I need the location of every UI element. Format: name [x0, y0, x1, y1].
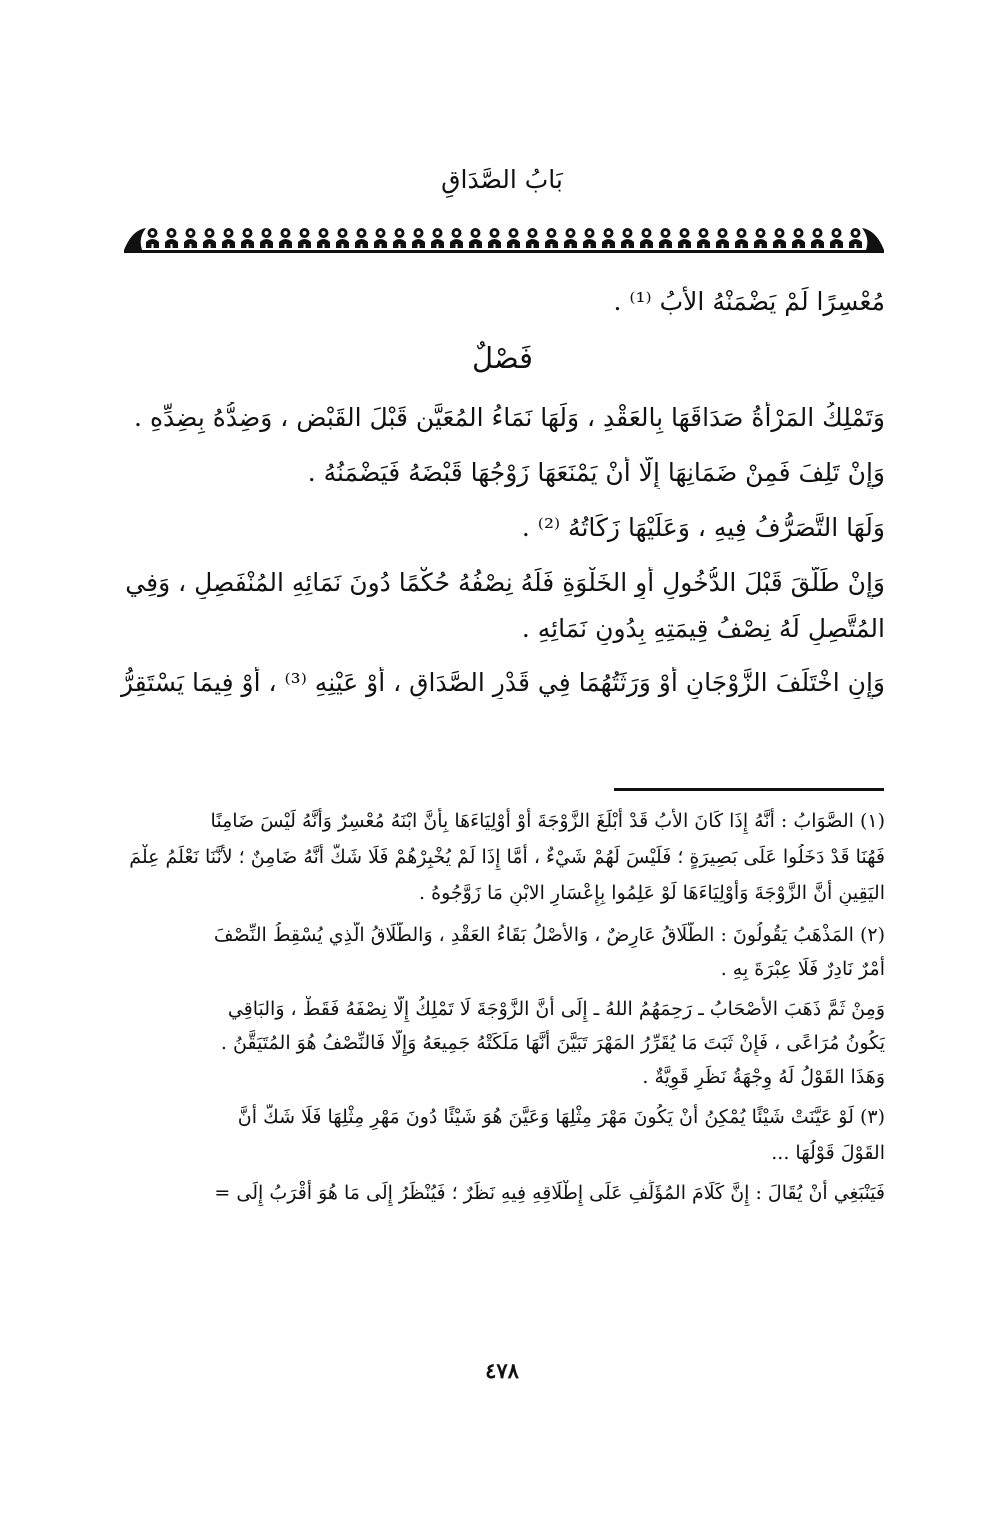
section-heading: فَصْلٌ: [472, 341, 533, 375]
footnote-1-line: (١) الصَّوَابُ : أَنَّهُ إِذَا كَانَ الأَبُ قَدْ أَبْلَغَ الزَّوْجَةَ أَوْ أَوْلِيَاءَهَا بِأَنَّ ابْنَهُ مُعْسِرٌ وَأَنَّهُ لَيْسَ ضَامِنًا: [210, 810, 885, 832]
footnote-3-line: القَوْلَ قَوْلُهَا ...: [771, 1142, 885, 1164]
main-text: [120, 286, 885, 699]
text-line: المُتَّصِلِ لَهُ نِصْفُ قِيمَتِهِ بِدُونِ نَمَائِهِ .: [521, 614, 885, 643]
footnote-separator: [614, 788, 884, 791]
footnotes: [120, 800, 885, 1206]
text-line: وَتَمْلِكُ المَرْأَةُ صَدَاقَهَا بِالعَقْدِ ، وَلَهَا نَمَاءُ المُعَيَّنِ قَبْلَ القَبْضِ ، وَضِدُّهُ بِضِدِّهِ .: [134, 403, 885, 432]
ornamental-divider: [124, 224, 884, 254]
text-line: وَإِنْ تَلِفَ فَمِنْ ضَمَانِهَا إِلَّا أَنْ يَمْنَعَهَا زَوْجُهَا قَبْضَهُ فَيَضْمَنُهُ .: [307, 458, 885, 487]
footnote-1-line: فَهُنَا قَدْ دَخَلُوا عَلَى بَصِيرَةٍ ؛ فَلَيْسَ لَهُمْ شَيْءٌ ، أَمَّا إِذَا لَمْ يُخْبِرْهُمْ فَلَا شَكَّ أَنَّهُ ضَامِنٌ ؛ لأَنَّنَا نَعْلَمُ عِلْمَ: [129, 846, 885, 868]
footnote-2-line: وَمِنْ ثَمَّ ذَهَبَ الأَصْحَابُ ـ رَحِمَهُمُ اللهُ ـ إِلَى أَنَّ الزَّوْجَةَ لَا تَمْلِكُ إِلَّا نِصْفَهُ فَقَطْ ، وَالبَاقِي: [227, 998, 885, 1020]
text-line: مُعْسِرًا لَمْ يَضْمَنْهُ الأَبُ ⁽¹⁾ .: [613, 287, 885, 316]
text-line: وَلَهَا التَّصَرُّفُ فِيهِ ، وَعَلَيْهَا زَكَاتُهُ ⁽²⁾ .: [521, 513, 885, 542]
footnote-2-line: وَهَذَا القَوْلُ لَهُ وِجْهَةُ نَظَرٍ قَوِيَّةٌ .: [642, 1066, 885, 1088]
footnote-3-line: (٣) لَوْ عَيَّنَتْ شَيْئًا يُمْكِنُ أَنْ يَكُونَ مَهْرَ مِثْلِهَا وَعَيَّنَ هُوَ شَيْئًا دُونَ مَهْرِ مِثْلِهَا فَلَا شَكَّ أَنَّ: [237, 1106, 885, 1128]
chapter-title: بَابُ الصَّدَاقِ: [441, 165, 563, 194]
footnote-2-line: أَمْرٌ نَادِرٌ فَلَا عِبْرَةَ بِهِ .: [720, 958, 885, 980]
text-line: وَإِنِ اخْتَلَفَ الزَّوْجَانِ أَوْ وَرَثَتُهُمَا فِي قَدْرِ الصَّدَاقِ ، أَوْ عَيْنِهِ ⁽³⁾ ، أَوْ فِيمَا يَسْتَقِرُّ: [120, 668, 885, 697]
footnote-3-line: فَيَنْبَغِي أَنْ يُقَالَ : إِنَّ كَلَامَ المُؤَلِّفِ عَلَى إِطْلَاقِهِ فِيهِ نَظَرٌ ؛ فَيُنْظَرُ إِلَى مَا هُوَ أَقْرَبُ إِلَى =: [214, 1182, 885, 1204]
footnote-2-line: يَكُونُ مُرَاعًى ، فَإِنْ ثَبَتَ مَا يُقَرِّرُ المَهْرَ تَبَيَّنَ أَنَّهَا مَلَكَتْهُ جَمِيعَهُ وَإِلَّا فَالنِّصْفُ هُوَ المُتَيَقَّنُ .: [220, 1032, 885, 1054]
footnote-2-line: (٢) المَذْهَبُ يَقُولُونَ : الطَّلَاقُ عَارِضٌ ، وَالأَصْلُ بَقَاءُ العَقْدِ ، وَالطَّلَاقُ الَّذِي يُسْقِطُ النِّصْفَ: [213, 924, 885, 946]
text-line: وَإِنْ طَلَّقَ قَبْلَ الدُّخُولِ أَوِ الخَلْوَةِ فَلَهُ نِصْفُهُ حُكْمًا دُونَ نَمَائِهِ المُنْفَصِلِ ، وَفِي: [125, 568, 885, 597]
footnote-1-line: اليَقِينِ أَنَّ الزَّوْجَةَ وَأَوْلِيَاءَهَا لَوْ عَلِمُوا بِإِعْسَارِ الابْنِ مَا زَوَّجُوهُ .: [419, 882, 885, 904]
page-number: ٤٧٨: [485, 1358, 519, 1383]
